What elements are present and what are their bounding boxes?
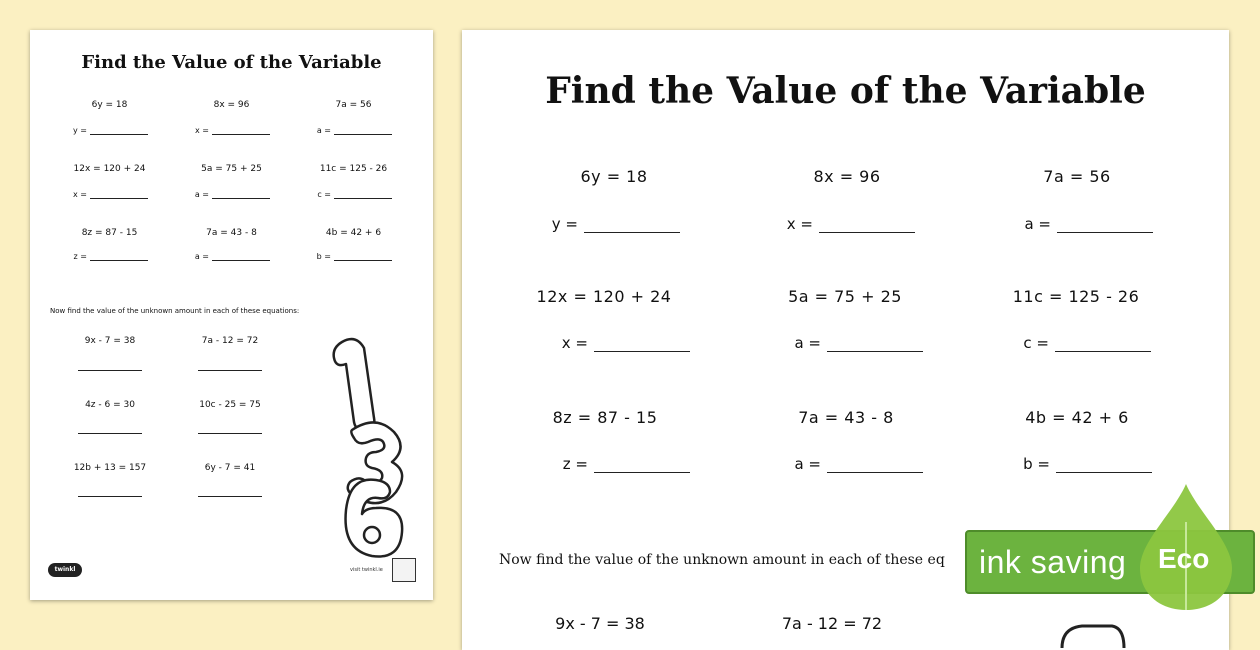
small-equation-2: 6y - 7 = 41: [204, 463, 256, 473]
footer-url: visit twinkl.ie: [350, 567, 383, 573]
small-answer-line[interactable]: x =: [47, 190, 172, 199]
equation: 8z = 87 - 15: [552, 408, 658, 427]
equation: 11c = 125 - 26: [1012, 287, 1140, 306]
small-equation-2: 4z - 6 = 30: [85, 400, 135, 410]
small-answer-line[interactable]: z =: [47, 252, 172, 261]
equation-2: 9x - 7 = 38: [555, 614, 645, 633]
instructions: Now find the value of the unknown amount in each of these eq: [499, 552, 945, 568]
ink-saving-label: ink saving: [979, 544, 1127, 580]
equation: 8x = 96: [813, 167, 881, 186]
equation: 7a = 43 - 8: [798, 408, 894, 427]
small-equation: 6y = 18: [91, 100, 128, 110]
small-answer-line[interactable]: x =: [169, 126, 294, 135]
small-equation: 7a = 43 - 8: [206, 228, 257, 238]
small-equation: 7a = 56: [335, 100, 372, 110]
answer-line[interactable]: x =: [695, 215, 935, 233]
equation: 6y = 18: [580, 167, 648, 186]
small-equation-2: 10c - 25 = 75: [199, 400, 261, 410]
small-answer-line[interactable]: c =: [291, 190, 416, 199]
small-answer-blank[interactable]: [78, 433, 142, 434]
small-instructions: Now find the value of the unknown amount in each of these equations:: [50, 307, 300, 315]
small-equation: 5a = 75 + 25: [201, 164, 262, 174]
equation: 5a = 75 + 25: [788, 287, 902, 306]
answer-line[interactable]: a =: [703, 455, 943, 473]
bubble-number-top-icon: [1052, 610, 1132, 650]
worksheet-thumbnail: [30, 30, 433, 600]
small-equation: 8x = 96: [213, 100, 250, 110]
equation: 4b = 42 + 6: [1025, 408, 1129, 427]
answer-line[interactable]: a =: [703, 334, 943, 352]
small-answer-blank[interactable]: [78, 370, 142, 371]
small-answer-line[interactable]: b =: [291, 252, 416, 261]
small-answer-blank[interactable]: [198, 370, 262, 371]
page-title: Find the Value of the Variable: [545, 70, 1146, 112]
footer-badge-icon: [392, 558, 416, 582]
small-equation: 8z = 87 - 15: [81, 228, 138, 238]
small-equation: 11c = 125 - 26: [319, 164, 388, 174]
small-answer-line[interactable]: a =: [169, 252, 294, 261]
small-equation-2: 12b + 13 = 157: [73, 463, 147, 473]
small-sheet-title: Find the Value of the Variable: [81, 52, 382, 73]
small-answer-blank[interactable]: [78, 496, 142, 497]
small-answer-blank[interactable]: [198, 496, 262, 497]
small-answer-line[interactable]: y =: [47, 126, 172, 135]
equation: 7a = 56: [1043, 167, 1111, 186]
small-equation-2: 9x - 7 = 38: [84, 336, 136, 346]
answer-line[interactable]: b =: [932, 455, 1172, 473]
bubble-numbers-icon: [320, 330, 410, 570]
small-answer-line[interactable]: a =: [169, 190, 294, 199]
small-answer-line[interactable]: a =: [291, 126, 416, 135]
small-equation: 12x = 120 + 24: [73, 164, 146, 174]
twinkl-logo: twinkl: [48, 563, 82, 577]
small-equation: 4b = 42 + 6: [325, 228, 382, 238]
answer-line[interactable]: x =: [470, 334, 710, 352]
equation: 12x = 120 + 24: [536, 287, 672, 306]
answer-line[interactable]: c =: [931, 334, 1171, 352]
answer-line[interactable]: a =: [933, 215, 1173, 233]
small-equation-2: 7a - 12 = 72: [201, 336, 259, 346]
answer-line[interactable]: z =: [470, 455, 710, 473]
eco-label: Eco: [1158, 543, 1210, 574]
answer-line[interactable]: y =: [462, 215, 700, 233]
equation-2: 7a - 12 = 72: [781, 614, 883, 633]
small-answer-blank[interactable]: [198, 433, 262, 434]
